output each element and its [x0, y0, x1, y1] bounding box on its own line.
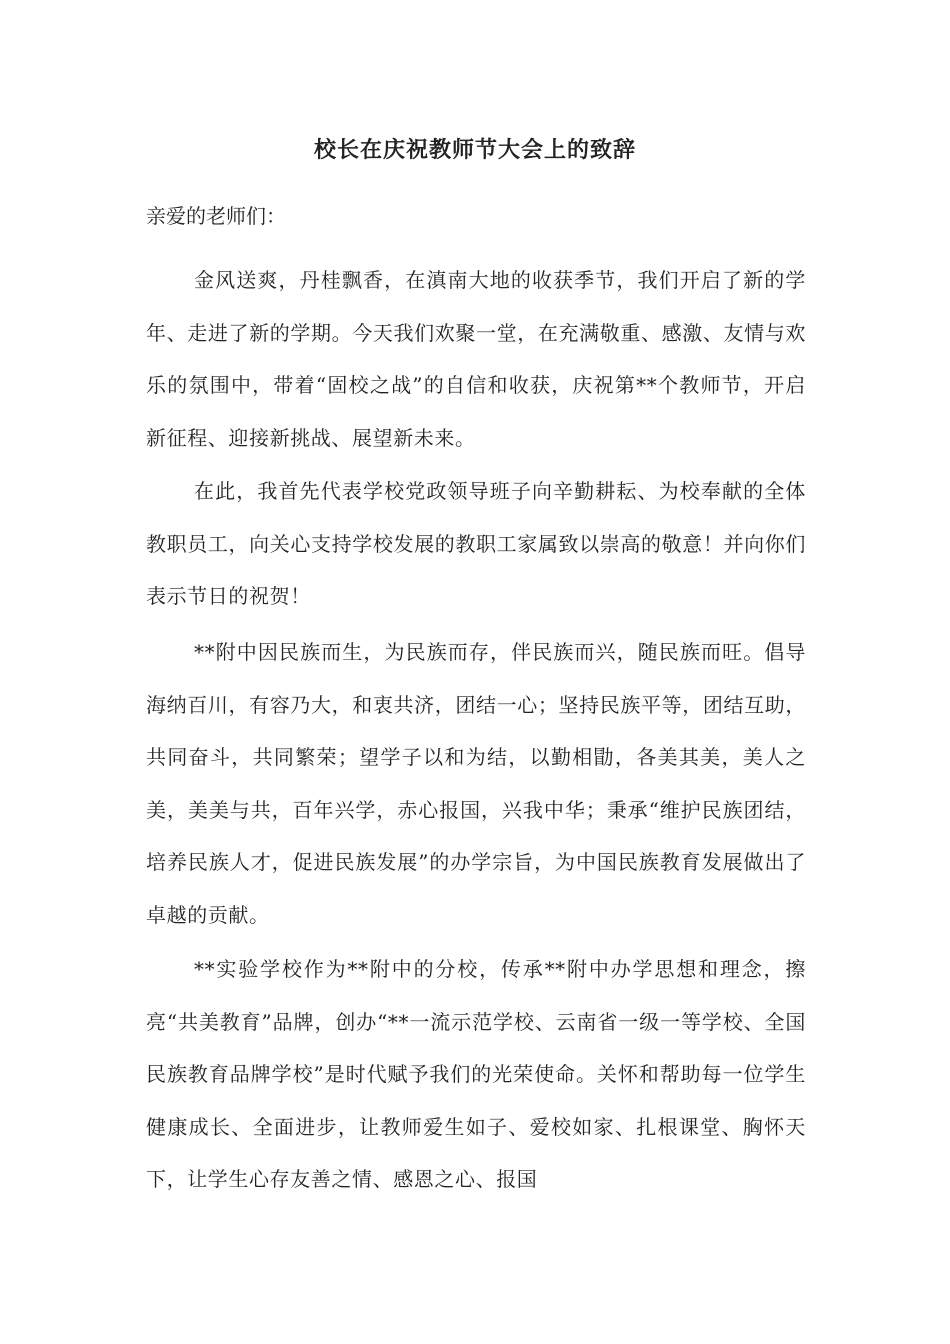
paragraph-2: 在此，我首先代表学校党政领导班子向辛勤耕耘、为校奉献的全体教职员工，向关心支持学校发展的教职工家属致以崇高的敬意！并向你们表示节日的祝贺！: [146, 479, 806, 608]
document-title: 校长在庆祝教师节大会上的致辞: [313, 137, 636, 163]
paragraph-1: 金风送爽，丹桂飘香，在滇南大地的收获季节，我们开启了新的学年、走进了新的学期。今天我们欢聚一堂，在充满敬重、感激、友情与欢乐的氛围中，带着“固校之战”的自信和收获，庆祝第**个教师节，开启新征程、迎接新挑战、展望新未来。: [146, 268, 806, 450]
paragraph-4: **实验学校作为**附中的分校，传承**附中办学思想和理念，擦亮“共美教育”品牌，创办“**一流示范学校、云南省一级一等学校、全国民族教育品牌学校”是时代赋予我们的光荣使命。关怀和帮助每一位学生健康成长、全面进步，让教师爱生如子、爱校如家、扎根课堂、胸怀天下，让学生心存友善之情、感恩之心、报国: [146, 957, 806, 1191]
paragraph-3: **附中因民族而生，为民族而存，伴民族而兴，随民族而旺。倡导海纳百川，有容乃大，和衷共济，团结一心；坚持民族平等，团结互助，共同奋斗，共同繁荣；望学子以和为结，以勤相勖，各美其美，美人之美，美美与共，百年兴学，赤心报国，兴我中华；秉承“维护民族团结，培养民族人才，促进民族发展”的办学宗旨，为中国民族教育发展做出了卓越的贡献。: [146, 640, 806, 927]
salutation: 亲爱的老师们：: [146, 204, 286, 228]
